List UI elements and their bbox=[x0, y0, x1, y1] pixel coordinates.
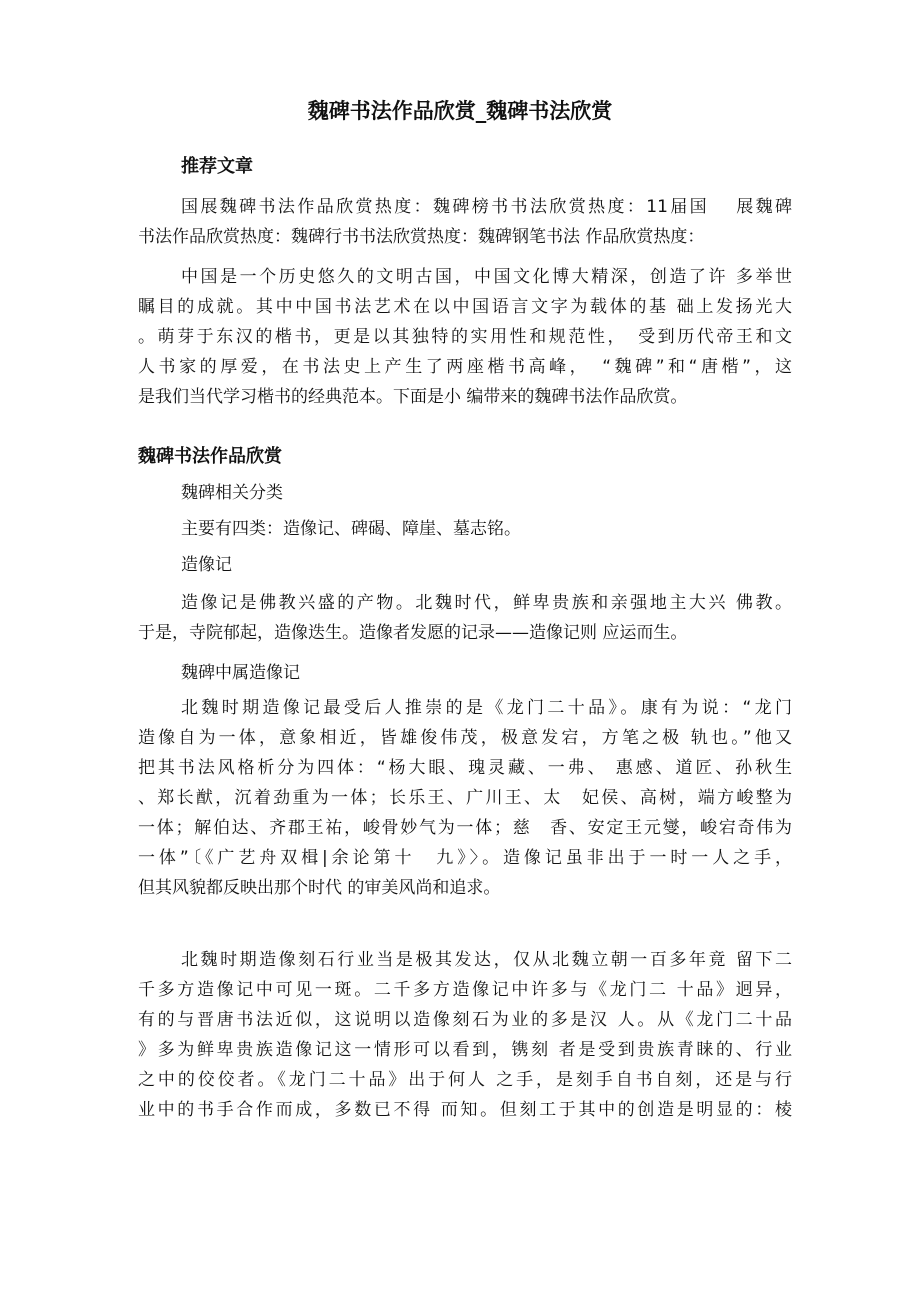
zaoxiang-title: 造像记 bbox=[181, 555, 232, 575]
zaoxiang-paragraph bbox=[138, 588, 792, 648]
text-line: 、郑长猷，沉着劲重为一体；长乐王、广川王、太 妃侯、高树，端方峻整为 bbox=[138, 788, 792, 808]
category-text-block bbox=[138, 514, 792, 544]
text-line: 有的与晋唐书法近似，这说明以造像刻石为业的多是汉 人。从《龙门二十品 bbox=[138, 1010, 792, 1030]
text-line: 。萌芽于东汉的楷书，更是以其独特的实用性和规范性， 受到历代帝王和文 bbox=[138, 327, 792, 347]
weibei-zaoxiang-title-block bbox=[138, 658, 792, 688]
text-line: 一体；解伯达、齐郡王祐，峻骨妙气为一体；慈 香、安定王元燮，峻宕奇伟为 bbox=[138, 818, 792, 838]
weibei-zaoxiang-title: 魏碑中属造像记 bbox=[181, 663, 300, 683]
text-line: 瞩目的成就。其中中国书法艺术在以中国语言文字为载体的基 础上发扬光大 bbox=[138, 297, 792, 317]
zaoxiang-title-block bbox=[138, 550, 792, 580]
text-line: 北魏时期造像刻石行业当是极其发达，仅从北魏立朝一百多年竟 留下二 bbox=[181, 950, 792, 970]
text-line: 造像自为一体，意象相近，皆雄俊伟茂，极意发宕，方笔之极 轨也。”他又 bbox=[138, 728, 792, 748]
paragraph-two bbox=[138, 945, 792, 1125]
text-line: 把其书法风格析分为四体：“杨大眼、瑰灵藏、一弗、 惠感、道匠、孙秋生 bbox=[138, 758, 792, 778]
text-line: 书法作品欣赏热度：魏碑行书书法欣赏热度：魏碑钢笔书法 作品欣赏热度： bbox=[138, 227, 705, 247]
text-line: 是我们当代学习楷书的经典范本。下面是小 编带来的魏碑书法作品欣赏。 bbox=[138, 387, 688, 407]
recommended-paragraph bbox=[138, 192, 792, 252]
intro-paragraph bbox=[138, 262, 792, 412]
text-line: 造像记是佛教兴盛的产物。北魏时代，鲜卑贵族和亲强地主大兴 佛教。 bbox=[181, 593, 792, 613]
text-line: 于是，寺院郁起，造像迭生。造像者发愿的记录——造像记则 应运而生。 bbox=[138, 623, 688, 643]
category-title: 魏碑相关分类 bbox=[181, 483, 283, 503]
paragraph-one bbox=[138, 693, 792, 903]
text-line: 》多为鲜卑贵族造像记这一情形可以看到，镌刻 者是受到贵族青睐的、行业 bbox=[138, 1040, 792, 1060]
text-line: 业中的书手合作而成，多数已不得 而知。但刻工于其中的创造是明显的：棱 bbox=[138, 1100, 792, 1120]
text-line: 北魏时期造像记最受后人推崇的是《龙门二十品》。康有为说：“龙门 bbox=[181, 698, 792, 718]
section-heading: 魏碑书法作品欣赏 bbox=[138, 446, 282, 467]
text-line: 一体”〔《广艺舟双楫|余论第十 九》〉。造像记虽非出于一时一人之手， bbox=[138, 848, 792, 868]
page-title: 魏碑书法作品欣赏_魏碑书法欣赏 bbox=[307, 99, 613, 123]
text-line: 中国是一个历史悠久的文明古国，中国文化博大精深，创造了许 多举世 bbox=[181, 267, 792, 287]
category-text: 主要有四类：造像记、碑碣、障崖、墓志铭。 bbox=[181, 519, 521, 539]
text-line: 国展魏碑书法作品欣赏热度：魏碑榜书书法欣赏热度：11届国 展魏碑 bbox=[181, 197, 792, 217]
recommended-heading: 推荐文章 bbox=[181, 156, 253, 177]
text-line: 之中的佼佼者。《龙门二十品》出于何人 之手，是刻手自书自刻，还是与行 bbox=[138, 1070, 792, 1090]
text-line: 人书家的厚爱，在书法史上产生了两座楷书高峰， “魏碑”和“唐楷”，这 bbox=[138, 357, 792, 377]
text-line: 但其风貌都反映出那个时代 的审美风尚和追求。 bbox=[138, 878, 501, 898]
category-block bbox=[138, 478, 792, 508]
text-line: 千多方造像记中可见一斑。二千多方造像记中许多与《龙门二 十品》迥异， bbox=[138, 980, 792, 1000]
